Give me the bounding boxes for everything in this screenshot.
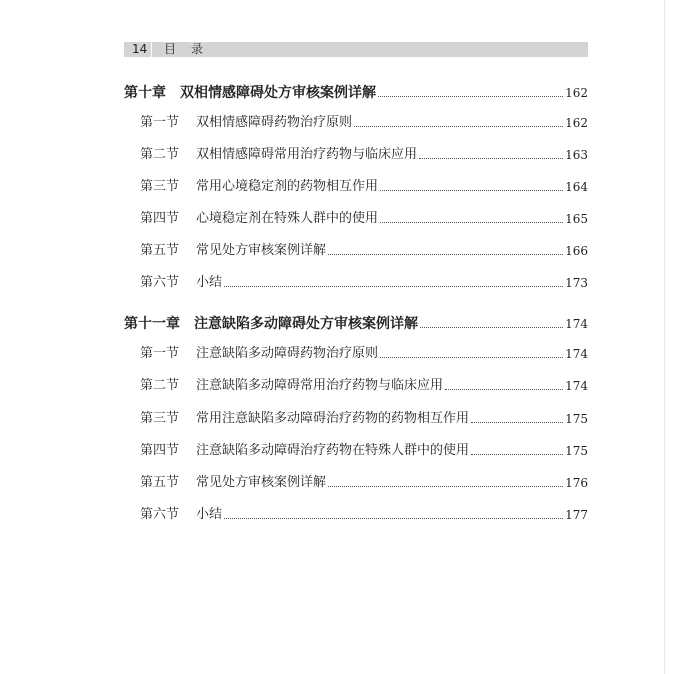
section-title: 小结: [196, 507, 223, 522]
section-number: 第三节: [140, 411, 180, 426]
page-number: 177: [565, 508, 588, 522]
toc-section[interactable]: [140, 408, 588, 428]
chapter-title: 注意缺陷多动障碍处方审核案例详解: [194, 316, 418, 332]
section-number: 第六节: [140, 507, 180, 522]
page-number: 162: [565, 86, 588, 100]
dot-leader: [420, 326, 563, 328]
section-title: 心境稳定剂在特殊人群中的使用: [196, 211, 379, 226]
page-number: 162: [565, 116, 588, 130]
page-number: 164: [565, 180, 588, 194]
dot-leader: [328, 485, 563, 487]
toc-section[interactable]: [140, 375, 588, 395]
toc-section[interactable]: [140, 343, 588, 363]
toc-section[interactable]: [140, 272, 588, 292]
toc-section[interactable]: [140, 208, 588, 228]
section-title: 双相情感障碍常用治疗药物与临床应用: [196, 147, 418, 162]
section-number: 第五节: [140, 243, 180, 258]
section-title: 注意缺陷多动障碍药物治疗原则: [196, 346, 379, 361]
toc-section[interactable]: [140, 240, 588, 260]
chapter-number: 第十章: [124, 85, 166, 101]
section-title: 注意缺陷多动障碍治疗药物在特殊人群中的使用: [196, 443, 470, 458]
toc-section[interactable]: [140, 472, 588, 492]
page-number: 174: [565, 347, 588, 361]
section-number: 第三节: [140, 179, 180, 194]
section-title: 常用注意缺陷多动障碍治疗药物的药物相互作用: [196, 411, 470, 426]
page-edge: [664, 0, 665, 674]
page-number: 175: [565, 444, 588, 458]
section-number: 第二节: [140, 147, 180, 162]
section-number: 第二节: [140, 378, 180, 393]
section-number: 第一节: [140, 346, 180, 361]
section-title: 注意缺陷多动障碍常用治疗药物与临床应用: [196, 378, 444, 393]
toc-section[interactable]: [140, 144, 588, 164]
section-title: 小结: [196, 275, 223, 290]
dot-leader: [380, 221, 563, 223]
page-number: 166: [565, 244, 588, 258]
dot-leader: [380, 189, 563, 191]
dot-leader: [380, 356, 563, 358]
dot-leader: [328, 253, 563, 255]
page-number: 174: [565, 317, 588, 331]
chapter-number: 第十一章: [124, 316, 180, 332]
dot-leader: [445, 388, 563, 390]
toc-chapter-11[interactable]: [124, 313, 588, 333]
page-number: 173: [565, 276, 588, 290]
page-number: 163: [565, 148, 588, 162]
page-number: 176: [565, 476, 588, 490]
section-number: 第四节: [140, 443, 180, 458]
toc-chapter-10[interactable]: [124, 82, 588, 102]
section-title: 常用心境稳定剂的药物相互作用: [196, 179, 379, 194]
page-number: 174: [565, 379, 588, 393]
toc-section[interactable]: [140, 440, 588, 460]
section-number: 第六节: [140, 275, 180, 290]
section-title: 双相情感障碍药物治疗原则: [196, 115, 353, 130]
running-header: [124, 42, 588, 57]
toc-section[interactable]: [140, 176, 588, 196]
section-number: 第一节: [140, 115, 180, 130]
toc-section[interactable]: [140, 504, 588, 524]
page-number: 175: [565, 412, 588, 426]
header-title: 目录: [164, 42, 219, 56]
page-number: 165: [565, 212, 588, 226]
dot-leader: [471, 453, 563, 455]
dot-leader: [224, 517, 563, 519]
dot-leader: [354, 125, 563, 127]
header-page-number: 14: [132, 42, 148, 56]
dot-leader: [419, 157, 563, 159]
section-title: 常见处方审核案例详解: [196, 475, 327, 490]
section-number: 第四节: [140, 211, 180, 226]
dot-leader: [224, 285, 563, 287]
dot-leader: [471, 421, 563, 423]
dot-leader: [378, 95, 563, 97]
toc-section[interactable]: [140, 112, 588, 132]
section-title: 常见处方审核案例详解: [196, 243, 327, 258]
section-number: 第五节: [140, 475, 180, 490]
chapter-title: 双相情感障碍处方审核案例详解: [180, 85, 376, 101]
